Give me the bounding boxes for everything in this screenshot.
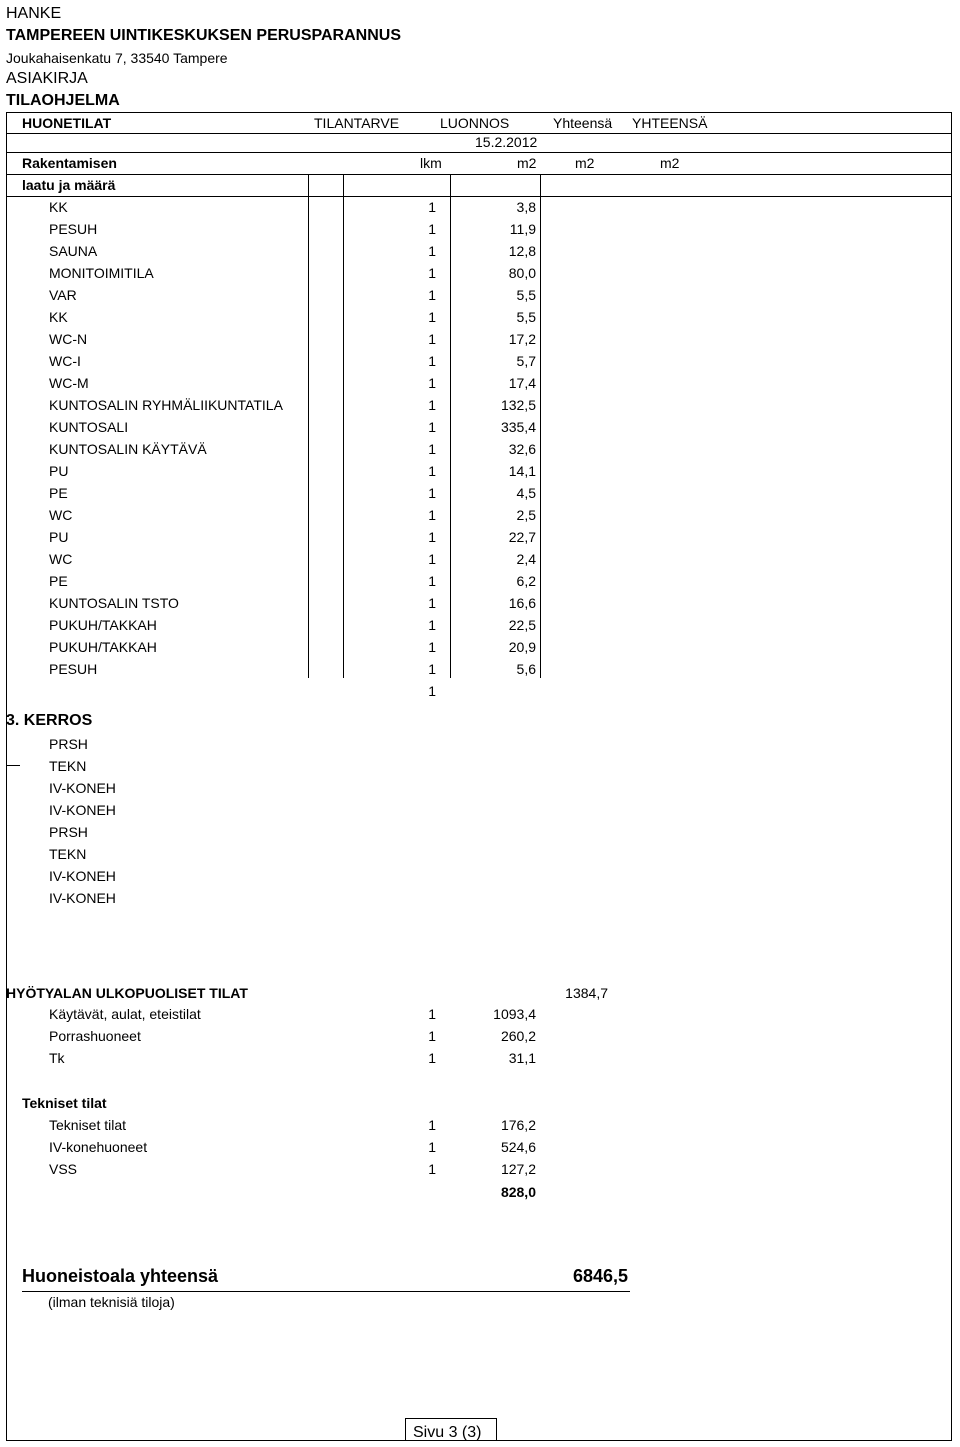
technical-sum: 828,0: [500, 1184, 536, 1200]
document-title: TILAOHJELMA: [6, 92, 120, 109]
room-area: 6,2: [516, 573, 536, 589]
grid-col-4: [540, 174, 541, 678]
room-count: 1: [428, 617, 436, 633]
floor-3-item: PRSH: [49, 824, 88, 840]
room-name: WC: [49, 551, 73, 567]
room-name: KUNTOSALI: [49, 419, 129, 435]
col-m2-luonnos: m2: [517, 155, 537, 171]
floor-3-item: IV-KONEH: [49, 868, 116, 884]
room-count: 1: [428, 331, 436, 347]
room-area: 5,6: [516, 661, 536, 677]
floor-3-item: IV-KONEH: [49, 802, 116, 818]
room-count: 1: [428, 573, 436, 589]
room-area: 5,5: [516, 309, 536, 325]
room-area: 22,5: [508, 617, 536, 633]
room-area: 3,8: [516, 199, 536, 215]
room-name: PU: [49, 463, 69, 479]
room-name: WC-I: [49, 353, 81, 369]
room-name: KK: [49, 199, 68, 215]
room-area: 2,5: [516, 507, 536, 523]
outside-row-area: 1093,4: [493, 1006, 536, 1022]
room-name: VAR: [49, 287, 77, 303]
project-title: TAMPEREEN UINTIKESKUKSEN PERUSPARANNUS: [6, 27, 401, 44]
rule-subheading: [6, 174, 952, 175]
room-area: 335,4: [500, 419, 536, 435]
room-area: 16,6: [508, 595, 536, 611]
room-name: PE: [49, 485, 68, 501]
room-count: 1: [428, 595, 436, 611]
room-area: 132,5: [500, 397, 536, 413]
room-count: 1: [428, 243, 436, 259]
technical-row-area: 524,6: [500, 1139, 536, 1155]
date: 15.2.2012: [475, 134, 538, 150]
col-luonnos: LUONNOS: [440, 115, 510, 131]
outside-row-count: 1: [428, 1028, 436, 1044]
col-huonetilat: HUONETILAT: [22, 115, 112, 131]
room-count: 1: [428, 309, 436, 325]
floor-3-item: TEKN: [49, 846, 87, 862]
total-value: 6846,5: [572, 1266, 628, 1286]
room-area: 12,8: [508, 243, 536, 259]
outside-row-name: Käytävät, aulat, eteistilat: [49, 1006, 201, 1022]
floor-3-item: PRSH: [49, 736, 88, 752]
room-area: 32,6: [508, 441, 536, 457]
room-name: WC-M: [49, 375, 89, 391]
technical-row-name: Tekniset tilat: [49, 1117, 127, 1133]
col-yhteensa: Yhteensä: [553, 115, 613, 131]
room-area: 11,9: [509, 221, 536, 237]
room-count: 1: [428, 463, 436, 479]
room-count: 1: [428, 353, 436, 369]
col-laatu: laatu ja määrä: [22, 177, 116, 193]
outside-row-name: Tk: [49, 1050, 65, 1066]
col-yhteensa-caps: YHTEENSÄ: [632, 115, 708, 131]
room-count: 1: [428, 507, 436, 523]
room-count: 1: [428, 287, 436, 303]
room-count: 1: [428, 375, 436, 391]
room-area: 80,0: [508, 265, 536, 281]
label-hanke: HANKE: [6, 5, 62, 22]
room-count: 1: [428, 551, 436, 567]
outside-row-count: 1: [428, 1050, 436, 1066]
frame-left: [6, 112, 7, 1440]
col-lkm: lkm: [420, 155, 442, 171]
room-name: MONITOIMITILA: [49, 265, 154, 281]
floor-3-item: TEKN: [49, 758, 87, 774]
room-area: 22,7: [508, 529, 536, 545]
rule-heading: [6, 133, 952, 134]
room-count: 1: [428, 639, 436, 655]
floor-3-item: IV-KONEH: [49, 780, 116, 796]
technical-row-count: 1: [428, 1117, 436, 1133]
grid-col-2: [343, 174, 344, 678]
room-count: 1: [428, 199, 436, 215]
room-count: 1: [428, 441, 436, 457]
technical-row-name: IV-konehuoneet: [49, 1139, 148, 1155]
technical-row-name: VSS: [49, 1161, 78, 1177]
room-area: 14,1: [508, 463, 536, 479]
room-count: 1: [428, 265, 436, 281]
frame-right: [951, 112, 952, 1440]
total-label: Huoneistoala yhteensä: [22, 1266, 219, 1286]
room-area: 17,2: [508, 331, 536, 347]
room-name: KUNTOSALIN TSTO: [49, 595, 179, 611]
room-count: 1: [428, 221, 436, 237]
outside-row-count: 1: [428, 1006, 436, 1022]
floor-3-item: IV-KONEH: [49, 890, 116, 906]
room-name: KUNTOSALIN KÄYTÄVÄ: [49, 441, 207, 457]
room-count: 1: [428, 397, 436, 413]
floor-marker: [6, 765, 20, 766]
room-name: KK: [49, 309, 68, 325]
rule-table-start: [6, 196, 952, 197]
col-m2-total: m2: [660, 155, 680, 171]
room-name: PUKUH/TAKKAH: [49, 617, 157, 633]
outside-total: 1384,7: [565, 985, 608, 1001]
rule-date: [6, 152, 952, 153]
rule-top: [6, 112, 952, 113]
room-area: 2,4: [516, 551, 536, 567]
room-area: 20,9: [508, 639, 536, 655]
col-m2-yhteensa: m2: [575, 155, 595, 171]
room-area: 5,5: [516, 287, 536, 303]
room-count: 1: [428, 661, 436, 677]
room-count: 1: [428, 683, 436, 699]
outside-title: HYÖTYALAN ULKOPUOLISET TILAT: [6, 985, 248, 1001]
room-count: 1: [428, 419, 436, 435]
room-name: PUKUH/TAKKAH: [49, 639, 157, 655]
room-name: PESUH: [49, 661, 98, 677]
room-name: WC: [49, 507, 73, 523]
col-rakentamisen: Rakentamisen: [22, 155, 117, 171]
room-name: PESUH: [49, 221, 98, 237]
room-name: PU: [49, 529, 69, 545]
floor-3-title: 3. KERROS: [6, 712, 93, 729]
outside-row-area: 31,1: [508, 1050, 536, 1066]
room-name: PE: [49, 573, 68, 589]
technical-row-count: 1: [428, 1161, 436, 1177]
technical-title: Tekniset tilat: [22, 1095, 107, 1111]
room-name: KUNTOSALIN RYHMÄLIIKUNTATILA: [49, 397, 283, 413]
room-area: 5,7: [516, 353, 536, 369]
technical-row-count: 1: [428, 1139, 436, 1155]
outside-row-area: 260,2: [500, 1028, 536, 1044]
room-count: 1: [428, 529, 436, 545]
grid-col-1: [308, 174, 309, 678]
label-asiakirja: ASIAKIRJA: [6, 70, 88, 87]
total-underline: [22, 1291, 630, 1292]
page-number: Sivu 3 (3): [413, 1424, 482, 1441]
total-note: (ilman teknisiä tiloja): [48, 1294, 175, 1310]
room-area: 17,4: [508, 375, 536, 391]
room-name: SAUNA: [49, 243, 98, 259]
technical-row-area: 176,2: [500, 1117, 536, 1133]
project-address: Joukahaisenkatu 7, 33540 Tampere: [6, 50, 228, 66]
room-count: 1: [428, 485, 436, 501]
room-area: 4,5: [516, 485, 536, 501]
technical-row-area: 127,2: [500, 1161, 536, 1177]
room-name: WC-N: [49, 331, 88, 347]
col-tilantarve: TILANTARVE: [314, 115, 400, 131]
grid-col-3: [450, 174, 451, 678]
outside-row-name: Porrashuoneet: [49, 1028, 141, 1044]
